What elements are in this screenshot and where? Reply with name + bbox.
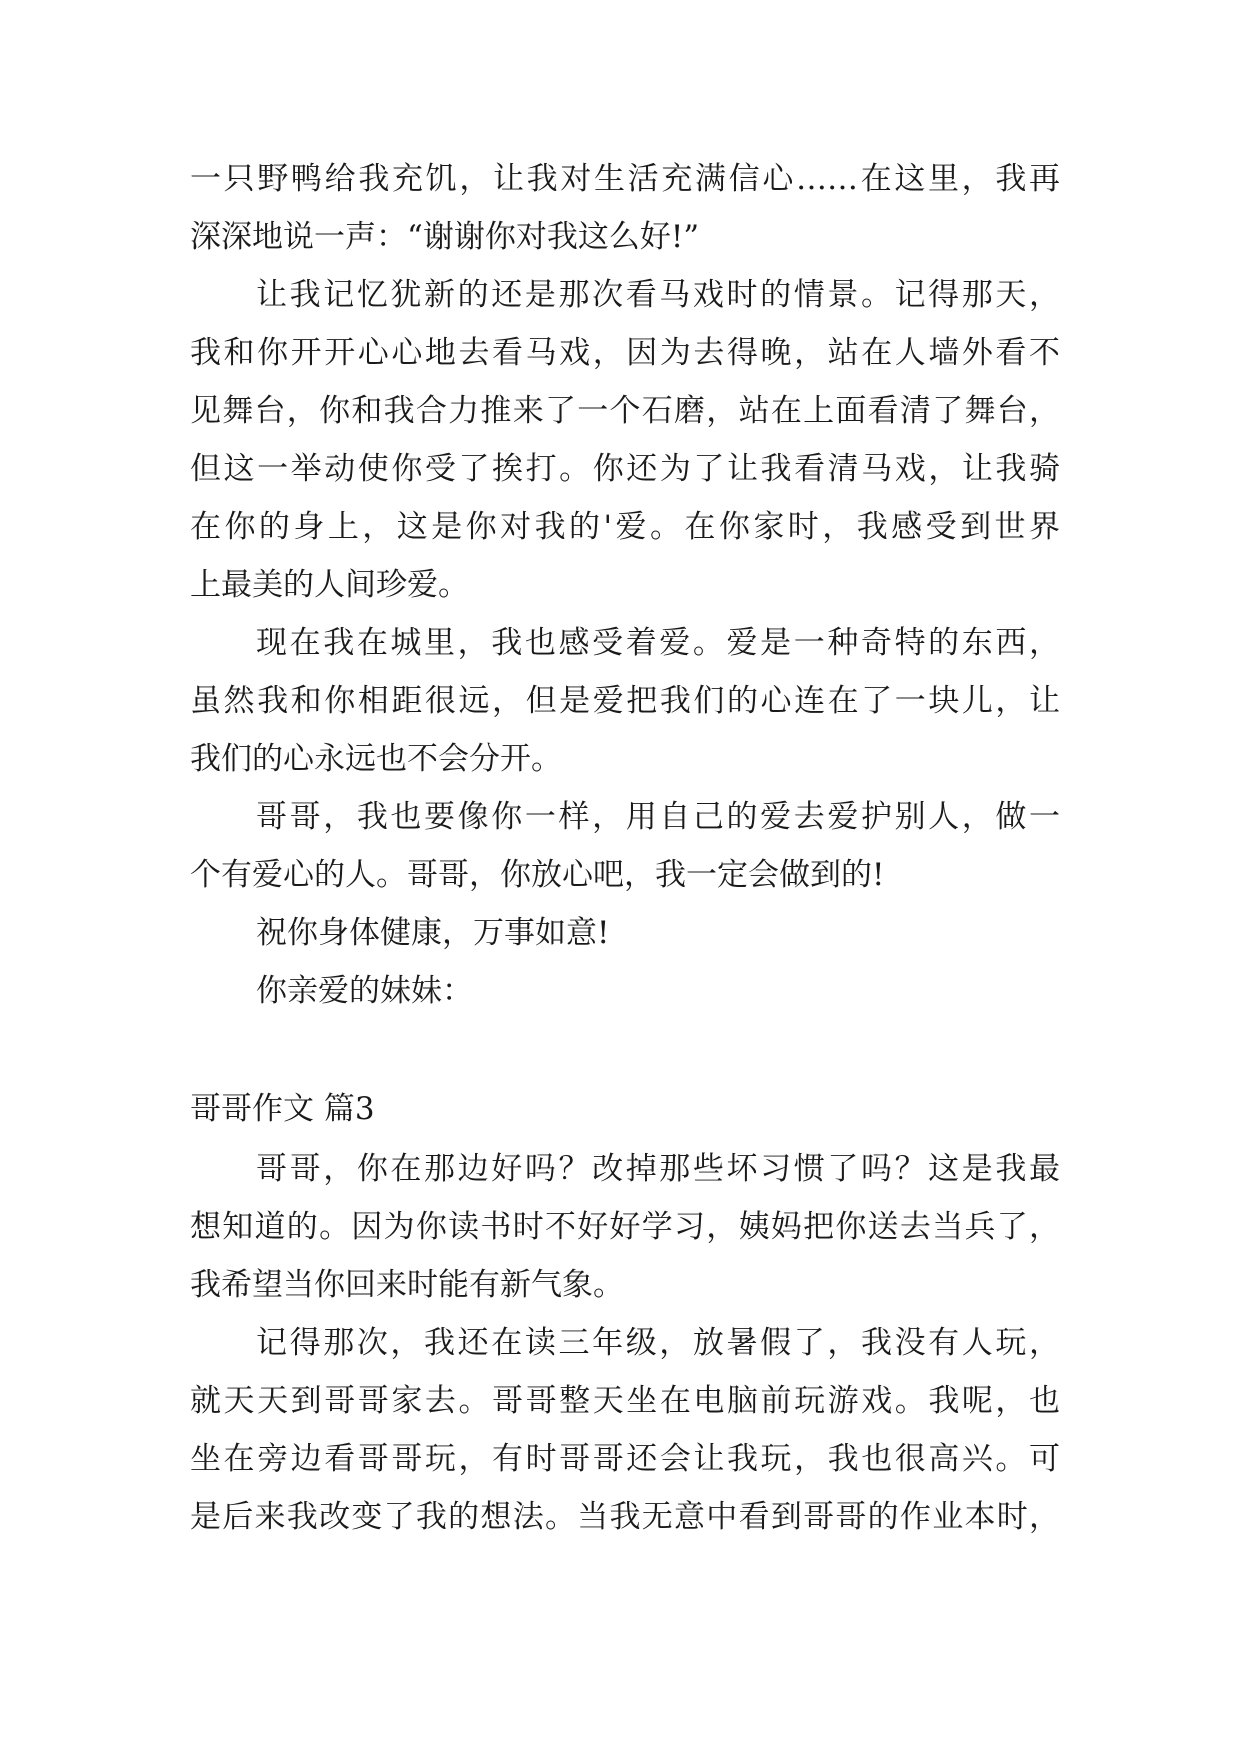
text-line: 见舞台，你和我合力推来了一个石磨，站在上面看清了舞台， — [190, 393, 1060, 429]
text-line: 虽然我和你相距很远，但是爱把我们的心连在了一块儿，让 — [190, 683, 1060, 719]
text-line: 坐在旁边看哥哥玩，有时哥哥还会让我玩，我也很高兴。可 — [190, 1441, 1060, 1477]
text-line: 就天天到哥哥家去。哥哥整天坐在电脑前玩游戏。我呢，也 — [190, 1383, 1060, 1419]
text-line: 现在我在城里，我也感受着爱。爱是一种奇特的东西， — [256, 625, 1060, 661]
text-line: 在你的身上，这是你对我的'爱。在你家时，我感受到世界 — [190, 509, 1060, 545]
text-line: 深深地说一声：“谢谢你对我这么好!” — [190, 219, 700, 255]
text-line: 让我记忆犹新的还是那次看马戏时的情景。记得那天， — [256, 277, 1060, 313]
text-line: 哥哥，我也要像你一样，用自己的爱去爱护别人，做一 — [256, 799, 1060, 835]
text-line: 想知道的。因为你读书时不好好学习，姨妈把你送去当兵了， — [190, 1209, 1060, 1245]
text-line: 记得那次，我还在读三年级，放暑假了，我没有人玩， — [256, 1325, 1060, 1361]
text-line: 我们的心永远也不会分开。 — [190, 741, 562, 777]
closing-line: 祝你身体健康，万事如意! — [256, 915, 610, 951]
text-line: 我希望当你回来时能有新气象。 — [190, 1267, 624, 1303]
text-line: 哥哥，你在那边好吗？改掉那些坏习惯了吗？这是我最 — [256, 1151, 1060, 1187]
text-line: 一只野鸭给我充饥，让我对生活充满信心……在这里，我再 — [190, 161, 1060, 197]
text-line: 我和你开开心心地去看马戏，因为去得晚，站在人墙外看不 — [190, 335, 1060, 371]
text-line: 个有爱心的人。哥哥，你放心吧，我一定会做到的! — [190, 857, 885, 893]
text-line: 但这一举动使你受了挨打。你还为了让我看清马戏，让我骑 — [190, 451, 1060, 487]
text-line: 是后来我改变了我的想法。当我无意中看到哥哥的作业本时， — [190, 1499, 1060, 1535]
text-line: 上最美的人间珍爱。 — [190, 567, 469, 603]
section-title: 哥哥作文 篇3 — [190, 1091, 375, 1127]
signature-line: 你亲爱的妹妹： — [256, 973, 473, 1009]
